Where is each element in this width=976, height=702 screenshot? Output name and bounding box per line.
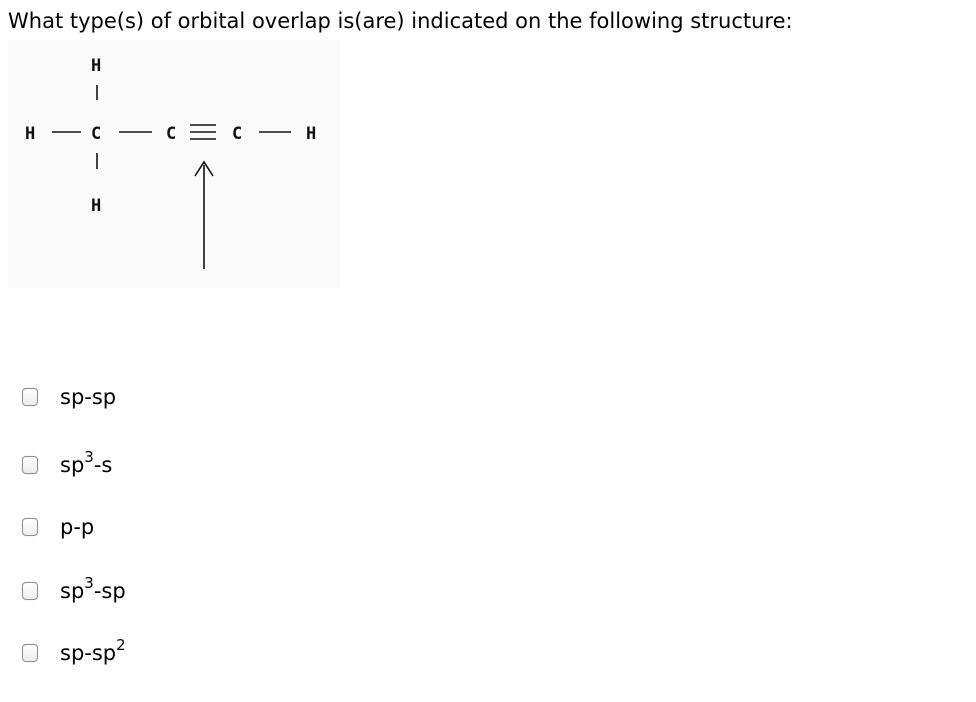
checkbox[interactable] <box>22 456 38 474</box>
option-sp3-sp[interactable] <box>22 574 126 604</box>
option-sp-sp[interactable] <box>22 384 116 410</box>
atom-c2: C <box>166 124 177 144</box>
option-label: $sp^3-sp$ <box>60 574 126 603</box>
option-label: p-p <box>60 515 95 539</box>
option-label: $sp^3-s$ <box>60 448 113 477</box>
option-sp3-s[interactable] <box>22 448 113 478</box>
option-p-p[interactable] <box>22 514 94 540</box>
atom-c1: C <box>91 124 102 144</box>
checkbox[interactable] <box>22 644 38 662</box>
molecule-structure-image <box>8 40 340 288</box>
question-text: What type(s) of orbital overlap is(are) indicated on the following structure: <box>8 9 793 33</box>
checkbox[interactable] <box>22 518 38 536</box>
atom-top-h: H <box>91 56 102 76</box>
up-arrow-icon <box>195 162 213 269</box>
atom-left-h: H <box>25 124 36 144</box>
atom-c3: C <box>232 124 243 144</box>
checkbox[interactable] <box>22 388 38 406</box>
option-label: sp-sp <box>60 385 117 409</box>
atom-bottom-h: H <box>91 196 102 216</box>
checkbox[interactable] <box>22 582 38 600</box>
molecule-diagram <box>8 40 340 288</box>
option-sp-sp2[interactable] <box>22 636 126 666</box>
option-label: $sp-sp^2$ <box>60 636 126 665</box>
bond-triple <box>190 125 216 139</box>
atom-right-h: H <box>306 124 317 144</box>
